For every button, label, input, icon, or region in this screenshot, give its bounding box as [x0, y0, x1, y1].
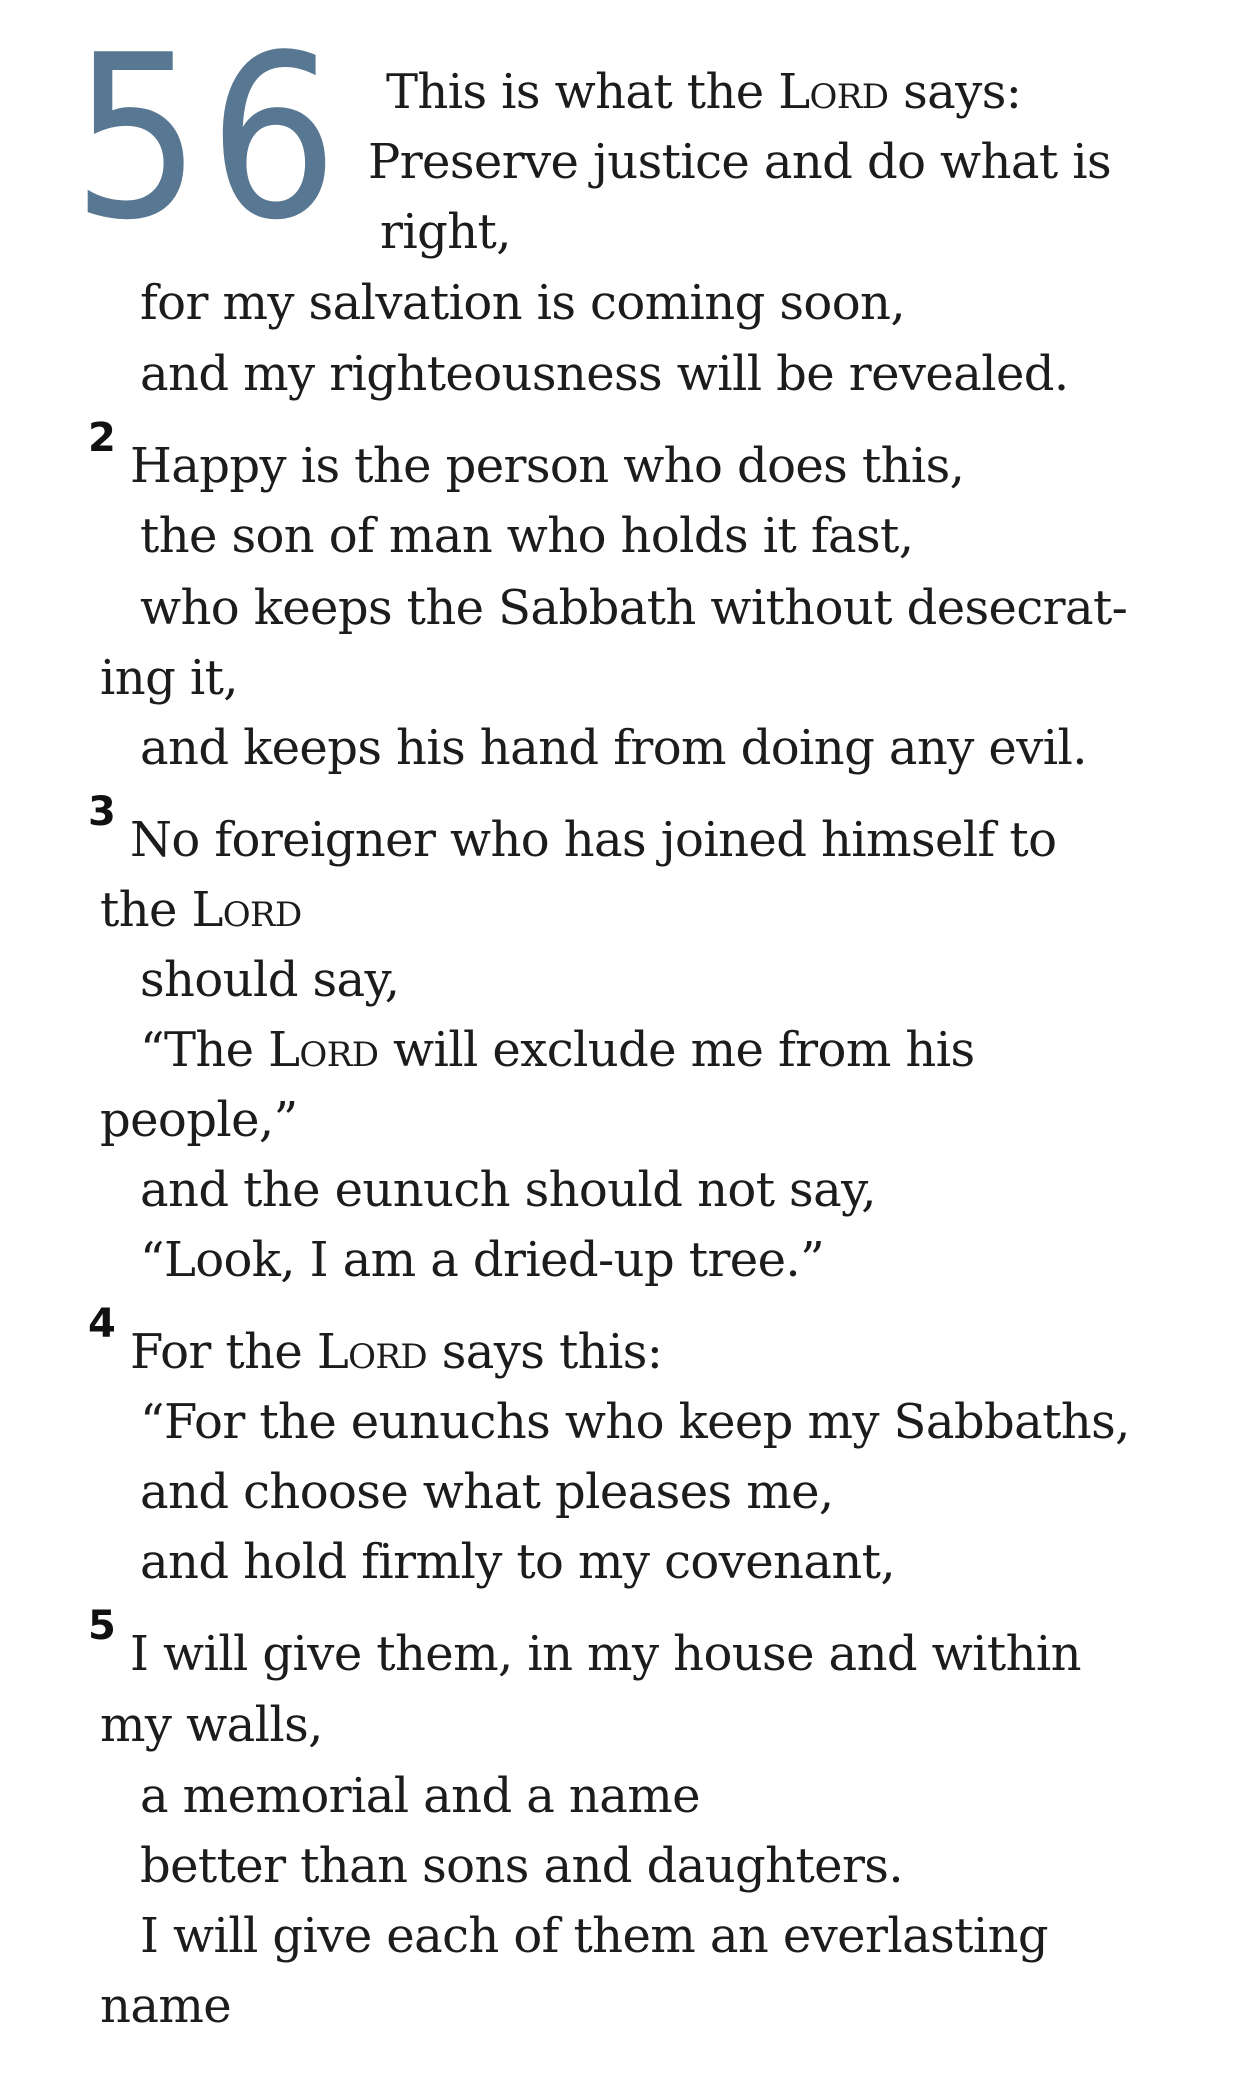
- verse-number: 5: [88, 1603, 116, 1649]
- line-text: says:: [888, 64, 1022, 120]
- line-text: and hold firmly to my covenant,: [140, 1534, 896, 1590]
- line-text: “Look, I am a dried-up tree.”: [140, 1232, 825, 1288]
- divine-name: Lord: [778, 64, 889, 120]
- line-text: for my salvation is coming soon,: [140, 275, 905, 331]
- verse-line: [368, 134, 1111, 190]
- line-text: a memorial and a name: [140, 1768, 700, 1824]
- verse-line: [140, 1162, 876, 1218]
- verse-number: 2: [88, 415, 116, 461]
- line-text: should say,: [140, 952, 400, 1008]
- verse-line: [100, 1697, 323, 1753]
- verse-line: [140, 1022, 975, 1078]
- verse-line: [140, 580, 1127, 636]
- divine-name: Lord: [191, 882, 302, 938]
- verse-line: [130, 438, 964, 494]
- line-text: better than sons and daughters.: [140, 1838, 903, 1894]
- verse-line: [140, 508, 913, 564]
- line-text: and the eunuch should not say,: [140, 1162, 876, 1218]
- verse-line: [100, 882, 302, 938]
- verse-line: [130, 1626, 1081, 1682]
- line-text: and my righteousness will be revealed.: [140, 346, 1069, 402]
- verse-line: [140, 346, 1069, 402]
- line-text: the: [100, 882, 192, 938]
- line-text: and keeps his hand from doing any evil.: [140, 720, 1087, 776]
- line-text: and choose what pleases me,: [140, 1464, 834, 1520]
- line-text: the son of man who holds it fast,: [140, 508, 914, 564]
- verse-line: [100, 1978, 231, 2034]
- line-text: says this:: [427, 1324, 663, 1380]
- line-text: Preserve justice and do what is: [368, 134, 1111, 190]
- verse-line: [130, 1324, 662, 1380]
- divine-name: Lord: [316, 1324, 428, 1380]
- line-text: “For the eunuchs who keep my Sabbaths,: [140, 1394, 1130, 1450]
- line-text: I will give each of them an everlasting: [140, 1908, 1049, 1964]
- verse-number: 3: [88, 789, 116, 835]
- verse-line: [100, 650, 238, 706]
- line-text: my walls,: [100, 1697, 323, 1753]
- verse-line: [100, 1092, 298, 1148]
- verse-line: [140, 275, 905, 331]
- line-text: No foreigner who has joined himself to: [130, 812, 1057, 868]
- line-text: Happy is the person who does this,: [130, 438, 965, 494]
- line-text: name: [100, 1978, 232, 2034]
- line-text: who keeps the Sabbath without desecrat-: [140, 580, 1128, 636]
- line-text: This is what the: [386, 64, 779, 120]
- verse-line: [140, 720, 1087, 776]
- line-text: I will give them, in my house and within: [130, 1626, 1081, 1682]
- verse-line: [140, 1464, 834, 1520]
- verse-line: [140, 1394, 1130, 1450]
- verse-line: [380, 204, 511, 260]
- divine-name: Lord: [268, 1022, 379, 1078]
- verse-number: 4: [88, 1301, 116, 1347]
- verse-line: [130, 812, 1056, 868]
- verse-line: [140, 1768, 700, 1824]
- verse-line: [140, 1908, 1048, 1964]
- line-text: people,”: [100, 1092, 298, 1148]
- line-text: “The: [140, 1022, 269, 1078]
- verse-line: [386, 64, 1021, 120]
- verse-line: [140, 952, 399, 1008]
- line-text: ing it,: [100, 650, 238, 706]
- line-text: For the: [130, 1324, 317, 1380]
- verse-line: [140, 1232, 824, 1288]
- line-text: right,: [380, 204, 511, 260]
- verse-line: [140, 1838, 903, 1894]
- verse-line: [140, 1534, 895, 1590]
- chapter-number: 56: [72, 7, 346, 270]
- line-text: will exclude me from his: [378, 1022, 975, 1078]
